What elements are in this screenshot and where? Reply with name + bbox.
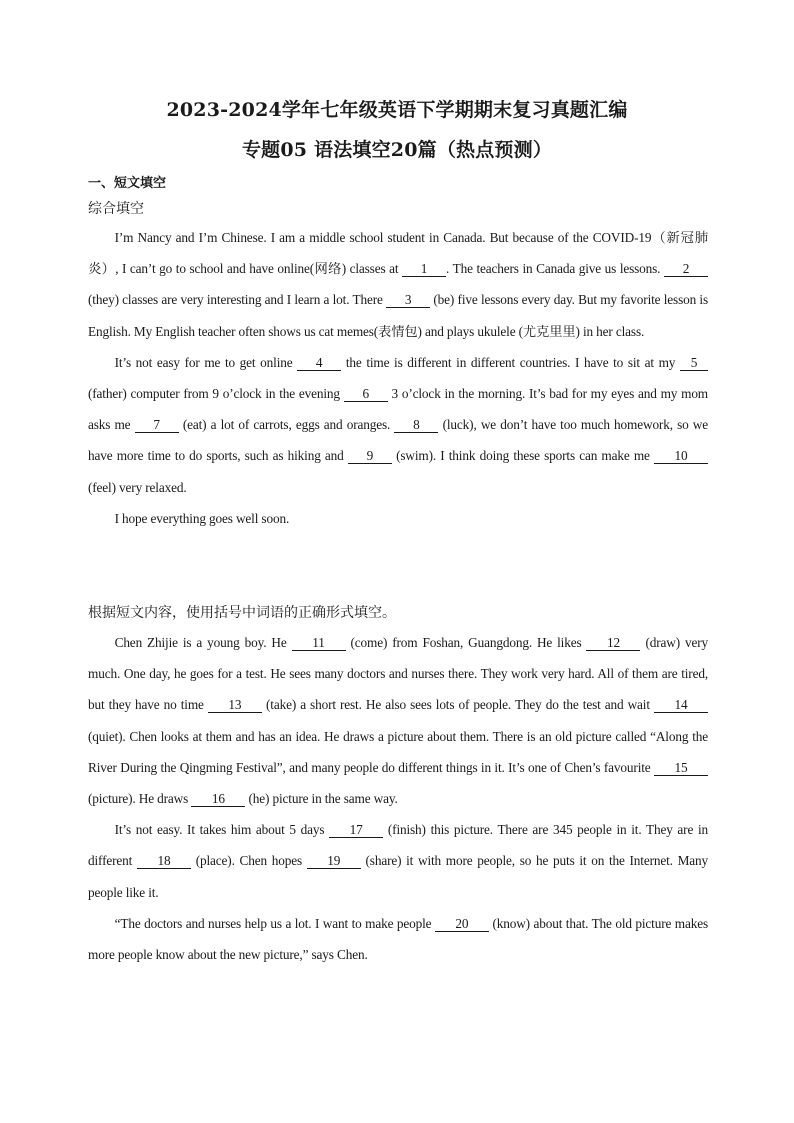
blank-12[interactable]: 12 [586, 635, 640, 651]
part2-label: 根据短文内容，使用括号中词语的正确形式填空。 [88, 605, 396, 621]
text-segment: (place). Chen hopes [190, 853, 307, 869]
text-segment: (they) classes are very interesting and I learn a lot. There [88, 292, 387, 308]
blank-1[interactable]: 1 [402, 261, 446, 277]
text-segment: (feel) very relaxed. [88, 479, 187, 495]
text-segment: (share) it with more people, so he puts it on the Internet. Many people like it. [88, 853, 709, 900]
text-segment: (swim). I think doing these sports can make me [391, 448, 654, 464]
document-title: 2023-2024学年七年级英语下学期期末复习真题汇编 [166, 99, 628, 121]
text-segment: (take) a short rest. He also sees lots of people. They do the test and wait [261, 697, 654, 713]
passage-2-paragraph-3 [88, 908, 708, 970]
blank-13[interactable]: 13 [208, 697, 262, 713]
blank-15[interactable]: 15 [654, 760, 708, 776]
passage-1-paragraph-1 [88, 222, 708, 347]
blank-9[interactable]: 9 [348, 448, 392, 464]
blank-20[interactable]: 20 [435, 916, 489, 932]
blank-5[interactable]: 5 [680, 355, 708, 371]
blank-7[interactable]: 7 [135, 417, 179, 433]
blank-14[interactable]: 14 [654, 697, 708, 713]
passage-1-paragraph-3: I hope everything goes well soon. [114, 510, 290, 526]
passage-2 [88, 627, 708, 970]
text-segment: (luck), we don’t have too much homework, so we have more time to do sports, such as hiking and [88, 417, 709, 464]
text-segment: (eat) a lot of carrots, eggs and oranges. [178, 417, 395, 433]
blank-11[interactable]: 11 [292, 635, 346, 651]
text-segment: “The doctors and nurses help us a lot. I want to make people [114, 915, 435, 931]
passage-1-paragraph-2 [88, 347, 708, 503]
text-segment: (finish) this picture. There are 345 people in it. They are in different [88, 822, 708, 869]
blank-18[interactable]: 18 [137, 853, 191, 869]
part1-label: 综合填空 [88, 201, 144, 217]
text-segment: (come) from Foshan, Guangdong. He likes [345, 635, 587, 650]
blank-17[interactable]: 17 [329, 822, 383, 838]
section-heading: 一、短文填空 [88, 176, 167, 191]
text-segment: I’m Nancy and I’m Chinese. I am a middle school student in Canada. But because of the COVID-19（新冠肺炎）, I can’t go to school and have online(网络) classes at [88, 230, 708, 277]
text-segment: It’s not easy for me to get online [114, 354, 298, 370]
blank-16[interactable]: 16 [191, 791, 245, 807]
text-segment: (know) about that. The old picture makes more people know about the new picture,” says Chen. [88, 915, 708, 963]
blank-19[interactable]: 19 [307, 853, 361, 869]
text-segment: 3 o’clock in the morning. It’s bad for my eyes and my mom asks me [88, 386, 709, 433]
blank-10[interactable]: 10 [654, 448, 708, 464]
text-segment: . The teachers in Canada give us lessons. [446, 261, 664, 277]
text-segment: (picture). He draws [88, 791, 192, 807]
blank-8[interactable]: 8 [394, 417, 438, 433]
passage-2-paragraph-2 [88, 814, 708, 908]
text-segment: (father) computer from 9 o’clock in the evening [88, 386, 344, 402]
blank-2[interactable]: 2 [664, 261, 708, 277]
text-segment: Chen Zhijie is a young boy. He [114, 635, 292, 650]
text-segment: (he) picture in the same way. [245, 791, 398, 807]
blank-3[interactable]: 3 [386, 292, 430, 308]
blank-6[interactable]: 6 [344, 386, 388, 402]
text-segment: the time is different in different countries. I have to sit at my [341, 354, 680, 370]
passage-1 [88, 222, 708, 534]
text-segment: It’s not easy. It takes him about 5 days [114, 822, 330, 838]
document-subtitle: 专题05 语法填空20篇（热点预测） [241, 139, 553, 161]
text-segment: (draw) very much. One day, he goes for a test. He sees many doctors and nurses there. They work very hard. All of them are tired, but they have no time [88, 635, 708, 713]
text-segment: (be) five lessons every day. But my favorite lesson is English. My English teacher often shows us cat memes(表情包) and plays ukulele (尤克里里) in her class. [88, 292, 708, 339]
blank-4[interactable]: 4 [297, 355, 341, 371]
text-segment: (quiet). Chen looks at them and has an idea. He draws a picture about them. There is an old picture called “Along the River During the Qingming Festival”, and many people do different things in it. It’s one of Chen’s favourite [88, 728, 708, 775]
passage-2-paragraph-1 [88, 627, 708, 814]
